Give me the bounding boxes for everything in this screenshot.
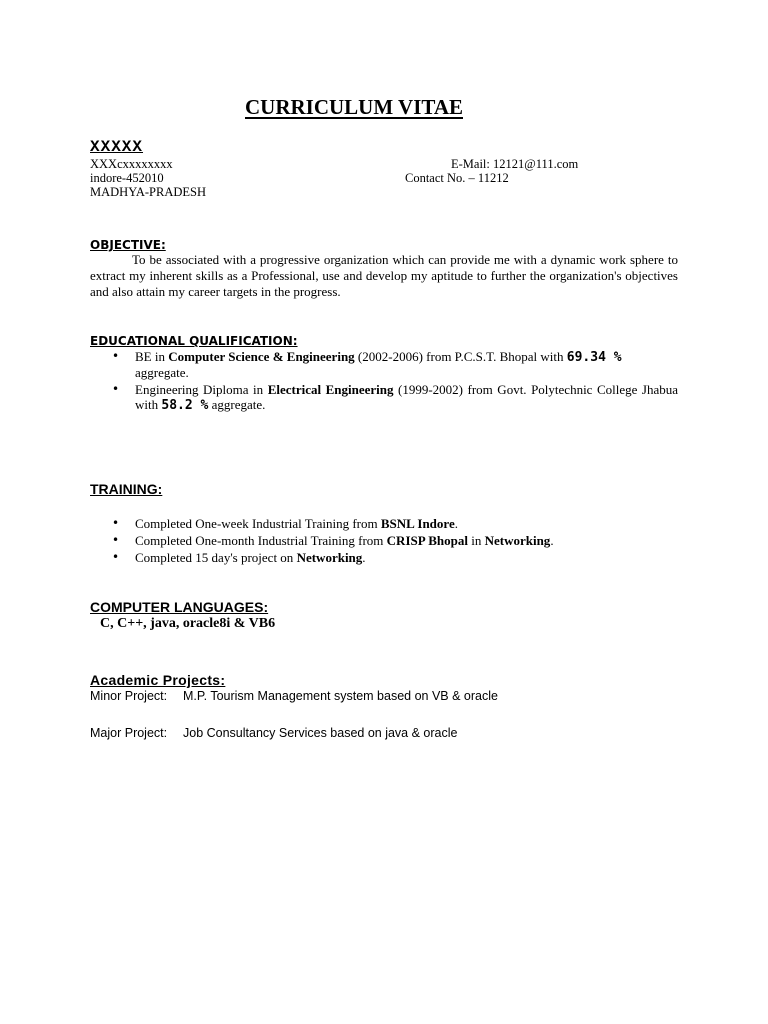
minor-project (90, 689, 690, 704)
training-item: • Completed 15 day's project on Networking. (90, 549, 678, 566)
objective-text: To be associated with a progressive organization which can provide me with a dynamic work sphere to extract my inherent skills as a Professional, use and develop my aptitude to further the organization's objectives and also attain my career targets in the progress. (90, 252, 678, 299)
document-title: CURRICULUM VITAE (245, 95, 463, 119)
objective-heading: OBJECTIVE: (90, 238, 166, 252)
training-item: • Completed One-week Industrial Training from BSNL Indore. (90, 515, 678, 532)
address-line-1: XXXcxxxxxxxx (90, 157, 173, 171)
minor-project-label: Minor Project: (90, 689, 168, 703)
score: 58.2 % (161, 398, 209, 413)
education-item: • Engineering Diploma in Electrical Engineering (1999-2002) from Govt. Polytechnic College Jhabua with 58.2 % aggregate. (90, 382, 678, 413)
address-line-3: MADHYA-PRADESH (90, 185, 206, 199)
education-list (90, 349, 678, 414)
major-project (90, 726, 690, 741)
minor-project-desc: M.P. Tourism Management system based on VB & oracle (183, 689, 498, 703)
major-project-label: Major Project: (90, 726, 168, 740)
training-item: • Completed One-month Industrial Training from CRISP Bhopal in Networking. (90, 532, 678, 549)
training-list (90, 515, 678, 566)
contact-number: Contact No. – 11212 (405, 171, 509, 185)
candidate-name: XXXXX (90, 138, 144, 156)
education-item: • BE in Computer Science & Engineering (2002-2006) from P.C.S.T. Bhopal with 69.34 % aggregate. (90, 349, 678, 380)
score: 69.34 % (566, 350, 622, 365)
projects-heading: Academic Projects: (90, 672, 226, 688)
training-heading: TRAINING: (90, 481, 163, 497)
languages-list: C, C++, java, oracle8i & VB6 (100, 616, 276, 631)
address-line-2: indore-452010 (90, 171, 164, 185)
email: E-Mail: 12121@111.com (451, 157, 579, 171)
major-project-desc: Job Consultancy Services based on java & oracle (183, 726, 458, 740)
contact-block (405, 157, 578, 185)
address-block (90, 157, 206, 199)
languages-heading: COMPUTER LANGUAGES: (90, 599, 269, 615)
education-heading: EDUCATIONAL QUALIFICATION: (90, 334, 298, 348)
